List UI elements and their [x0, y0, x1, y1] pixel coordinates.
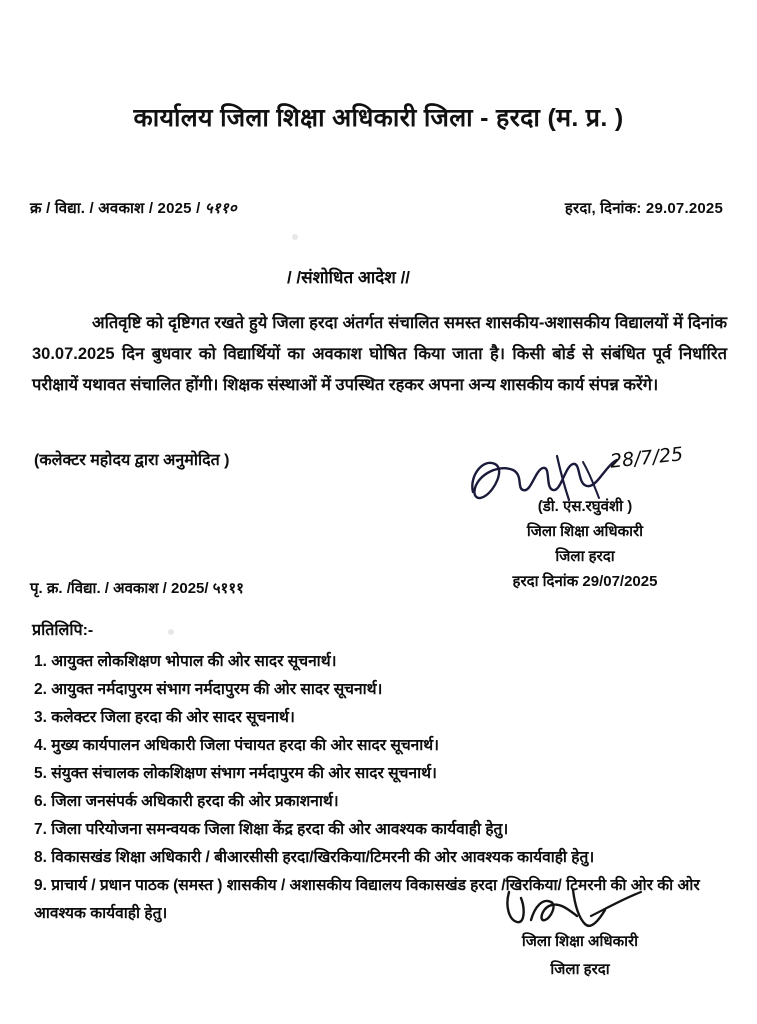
list-item: 3. कलेक्टर जिला हरदा की ओर सादर सूचनार्थ।: [34, 709, 295, 726]
list-item: 9. प्राचार्य / प्रधान पाठक (समस्त ) शासकीय / अशासकीय विद्यालय विकासखंड हरदा /खिरकिया/ टिमरनी की ओर की ओर आवश्यक कार्यवाही हेतु।: [34, 877, 700, 922]
office-title: कार्यालय जिला शिक्षा अधिकारी जिला - हरदा (म. प्र. ): [133, 104, 624, 132]
reference-number-left: [30, 198, 237, 218]
signatory-district: जिला हरदा: [555, 548, 615, 565]
copy-to-heading: प्रतिलिपि:-: [32, 622, 94, 639]
list-item: 4. मुख्य कार्यपालन अधिकारी जिला पंचायत हरदा की ओर सादर सूचनार्थ।: [34, 737, 440, 754]
list-item: 7. जिला परियोजना समन्वयक जिला शिक्षा केंद्र हरदा की ओर आवश्यक कार्यवाही हेतु।: [34, 821, 509, 838]
list-item: 8. विकासखंड शिक्षा अधिकारी / बीआरसीसी हरदा/खिरकिया/टिमरनी की ओर आवश्यक कार्यवाही हेतु।: [34, 849, 595, 866]
signatory-name: (डी. एस.रघुवंशी ): [537, 498, 633, 515]
reference-number-handwritten: ५११०: [204, 199, 237, 217]
secondary-reference-number: पृ. क्र. /विद्या. / अवकाश / 2025/ ५१११: [30, 580, 244, 597]
order-heading: / /संशोधित आदेश //: [286, 268, 411, 287]
signature-handwritten-date: 28/7/25: [608, 443, 685, 473]
secondary-signatory-designation: जिला शिक्षा अधिकारी: [521, 933, 639, 950]
paper-speck: [168, 629, 174, 635]
collector-approval-note: (कलेक्टर महोदय द्वारा अनुमोदित ): [34, 452, 230, 469]
place-date: हरदा, दिनांक: 29.07.2025: [564, 200, 723, 217]
signatory-designation: जिला शिक्षा अधिकारी: [526, 523, 644, 540]
order-body-text: अतिवृष्टि को दृष्टिगत रखते हुये जिला हरदा अंतर्गत संचालित समस्त शासकीय-अशासकीय विद्यालयों में दिनांक 30.07.2025 दिन बुधवार को विद्यार्थियों का अवकाश घोषित किया जाता है। किसी बोर्ड से संबंधित पूर्व निर्धारित परीक्षायें यथावत संचालित होंगी। शिक्षक संस्थाओं में उपस्थित रहकर अपना अन्य शासकीय कार्य संपन्न करेंगे।: [32, 314, 727, 394]
reference-row: [30, 198, 723, 218]
list-item: 1. आयुक्त लोकशिक्षण भोपाल की ओर सादर सूचनार्थ।: [34, 653, 337, 670]
list-item: 6. जिला जनसंपर्क अधिकारी हरदा की ओर प्रकाशनार्थ।: [34, 793, 339, 810]
list-item: 2. आयुक्त नर्मदापुरम संभाग नर्मदापुरम की ओर सादर सूचनार्थ।: [34, 681, 383, 698]
signatory-place-date: हरदा दिनांक 29/07/2025: [512, 573, 658, 590]
signature-mark: [455, 443, 715, 506]
reference-number-printed: क्र / विद्या. / अवकाश / 2025 /: [30, 200, 201, 217]
primary-signature-block: [455, 443, 715, 594]
list-item: 5. संयुक्त संचालक लोकशिक्षण संभाग नर्मदापुरम की ओर सादर सूचनार्थ।: [34, 765, 437, 782]
paper-speck: [292, 234, 298, 240]
signature-mark-secondary: [455, 908, 705, 928]
secondary-signatory-district: जिला हरदा: [550, 961, 610, 978]
secondary-signature-block: [455, 908, 705, 984]
